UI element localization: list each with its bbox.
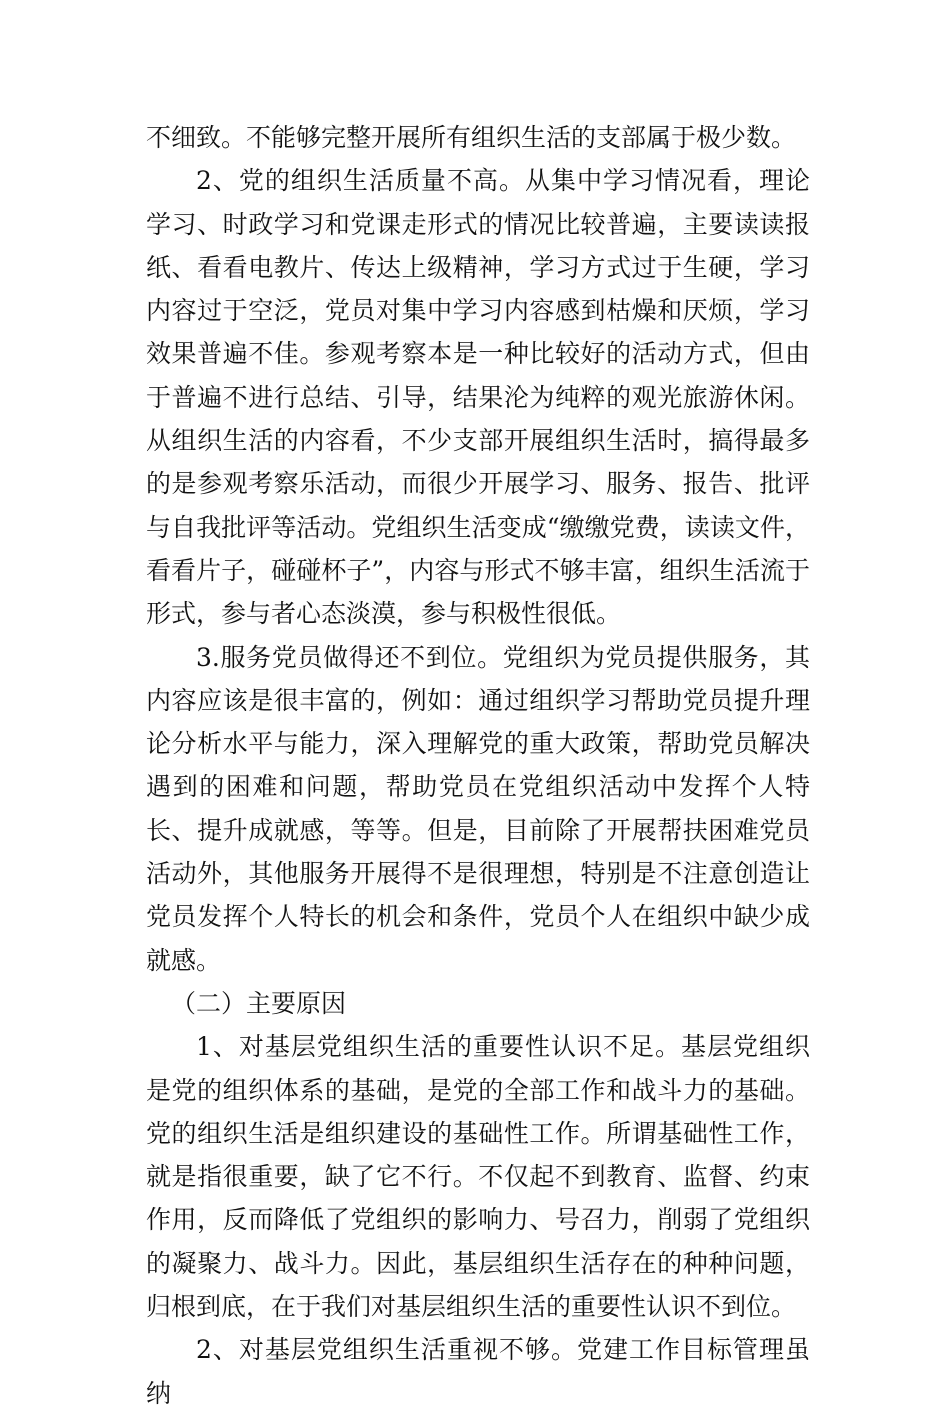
section-heading-main-reasons: （二）主要原因 [171,988,347,1018]
paragraph-reason-awareness: 1、对基层党组织生活的重要性认识不足。基层党组织是党的组织体系的基础，是党的全部工作和战斗力的基础。党的组织生活是组织建设的基础性工作。所谓基础性工作，就是指很重要，缺了它不行。不仅起不到教育、监督、约束作用，反而降低了党组织的影响力、号召力，削弱了党组织的凝聚力、战斗力。因此，基层组织生活存在的种种问题，归根到底，在于我们对基层组织生活的重要性认识不到位。 [146,1032,810,1322]
paragraph-reason-attention: 2、对基层党组织生活重视不够。党建工作目标管理虽纳 [146,1335,810,1408]
paragraph-quality-issue: 2、党的组织生活质量不高。从集中学习情况看，理论学习、时政学习和党课走形式的情况比较普遍，主要读读报纸、看看电教片、传达上级精神，学习方式过于生硬，学习内容过于空泛，党员对集中学习内容感到枯燥和厌烦，学习效果普遍不佳。参观考察本是一种比较好的活动方式，但由于普遍不进行总结、引导，结果沦为纯粹的观光旅游休闲。从组织生活的内容看，不少支部开展组织生活时，搞得最多的是参观考察乐活动，而很少开展学习、服务、报告、批评与自我批评等活动。党组织生活变成“缴缴党费，读读文件，看看片子，碰碰杯子”，内容与形式不够丰富，组织生活流于形式，参与者心态淡漠，参与积极性很低。 [146,166,810,629]
paragraph-service-issue: 3.服务党员做得还不到位。党组织为党员提供服务，其内容应该是很丰富的，例如：通过组织学习帮助党员提升理论分析水平与能力，深入理解党的重大政策，帮助党员解决遇到的困难和问题，帮助党员在党组织活动中发挥个人特长、提升成就感，等等。但是，目前除了开展帮扶困难党员活动外，其他服务开展得不是很理想，特别是不注意创造让党员发挥个人特长的机会和条件，党员个人在组织中缺少成就感。 [146,642,810,975]
paragraph-continuation: 不细致。不能够完整开展所有组织生活的支部属于极少数。 [146,123,797,152]
document-body [146,116,810,1415]
